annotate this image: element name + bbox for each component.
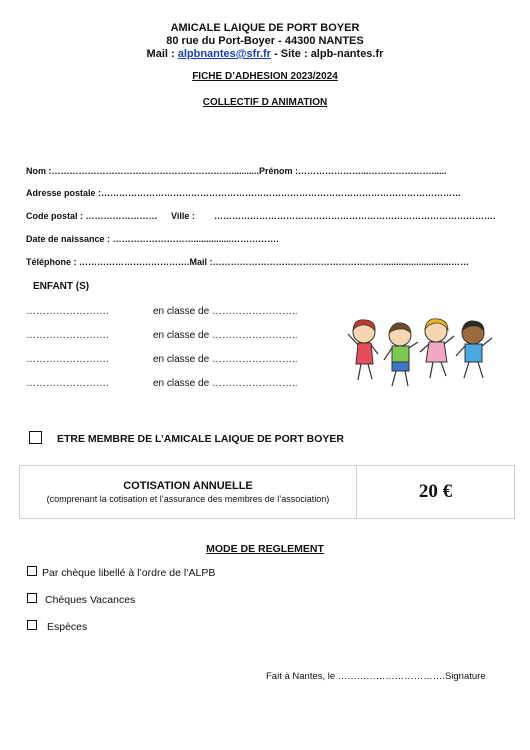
ville-field[interactable] bbox=[171, 211, 195, 221]
signature-line[interactable]: Fait à Nantes, le …………………………….Signature bbox=[266, 671, 486, 682]
collectif-title: COLLECTIF D ANIMATION bbox=[202, 97, 328, 108]
adresse-label: Adresse postale : bbox=[26, 188, 102, 198]
child-class-dots-4: …………………….. bbox=[211, 378, 298, 389]
tel-label: Téléphone : bbox=[26, 257, 77, 267]
cheques-vacances-label: Chèques Vacances bbox=[45, 594, 136, 606]
form-title: FICHE D’ADHESION 2023/2024 bbox=[192, 71, 338, 82]
prenom-label: Prénom : bbox=[259, 166, 299, 176]
child-class-label-4: en classe de bbox=[153, 378, 210, 389]
contact-line bbox=[0, 48, 530, 60]
kid-1-figure bbox=[348, 320, 378, 380]
ville-label: Ville : bbox=[171, 211, 195, 221]
cotisation-table bbox=[19, 465, 515, 519]
nom-field[interactable] bbox=[26, 166, 447, 176]
child-class-3[interactable] bbox=[153, 354, 298, 365]
children-illustration bbox=[342, 312, 500, 392]
cheque-label: Par chèque libellé à l’ordre de l’ALPB bbox=[42, 567, 216, 579]
mail-dots: …………………………………………………...........................…… bbox=[212, 257, 470, 267]
child-name-2[interactable]: ……………………. bbox=[26, 330, 109, 341]
naissance-dots: ………………………...............……………. bbox=[112, 234, 279, 244]
tel-dots: ………………………………. bbox=[79, 257, 190, 267]
site-text: - Site : alpb-nantes.fr bbox=[270, 48, 384, 60]
nom-label: Nom : bbox=[26, 166, 52, 176]
cheques-vacances-checkbox[interactable] bbox=[27, 593, 37, 603]
membership-checkbox[interactable] bbox=[29, 431, 42, 444]
ville-dots-wrap[interactable] bbox=[214, 211, 496, 221]
child-class-4[interactable] bbox=[153, 378, 298, 389]
cotisation-description-cell bbox=[20, 466, 357, 519]
mail-prefix: Mail : bbox=[146, 48, 178, 60]
kid-4-figure bbox=[456, 321, 492, 378]
child-class-label-2: en classe de bbox=[153, 330, 210, 341]
child-name-3[interactable]: ……………………. bbox=[26, 354, 109, 365]
kid-3-figure bbox=[420, 319, 454, 378]
child-class-dots-1: …………………….. bbox=[211, 306, 298, 317]
nom-dots: ……………………………………………………........... bbox=[51, 166, 260, 176]
child-name-4[interactable]: ……………………. bbox=[26, 378, 109, 389]
naissance-label: Date de naissance : bbox=[26, 234, 111, 244]
child-class-2[interactable] bbox=[153, 330, 298, 341]
mail-label: Mail : bbox=[189, 257, 213, 267]
cotisation-price-cell bbox=[357, 466, 515, 519]
kid-2-figure bbox=[384, 323, 418, 386]
especes-checkbox[interactable] bbox=[27, 620, 37, 630]
tel-field[interactable] bbox=[26, 257, 469, 267]
child-name-1[interactable]: ……………………. bbox=[26, 306, 109, 317]
cp-field[interactable] bbox=[26, 211, 158, 221]
reglement-title: MODE DE REGLEMENT bbox=[206, 543, 324, 555]
org-name: AMICALE LAIQUE DE PORT BOYER bbox=[170, 22, 360, 34]
child-class-dots-3: …………………….. bbox=[211, 354, 298, 365]
email-link[interactable]: alpbnantes@sfr.fr bbox=[177, 48, 271, 60]
naissance-field[interactable] bbox=[26, 234, 279, 244]
prenom-dots: …………………...…………………...... bbox=[298, 166, 447, 176]
membership-label: ETRE MEMBRE DE L’AMICALE LAIQUE DE PORT BOYER bbox=[57, 433, 345, 445]
child-class-1[interactable] bbox=[153, 306, 298, 317]
cotisation-title: COTISATION ANNUELLE bbox=[123, 480, 253, 492]
cheque-checkbox[interactable] bbox=[27, 566, 37, 576]
org-address: 80 rue du Port-Boyer - 44300 NANTES bbox=[166, 35, 364, 47]
especes-label: Espèces bbox=[47, 621, 88, 633]
adresse-field[interactable] bbox=[26, 188, 461, 198]
child-class-label-1: en classe de bbox=[153, 306, 210, 317]
ville-dots: …………………………………………………………………………………. bbox=[214, 211, 496, 221]
adresse-dots: ………………………………………………………………………………………………………… bbox=[101, 188, 462, 198]
enfants-label: ENFANT (S) bbox=[33, 281, 90, 292]
child-class-dots-2: …………………….. bbox=[211, 330, 298, 341]
cp-label: Code postal : bbox=[26, 211, 84, 221]
cotisation-price: 20 € bbox=[418, 481, 453, 502]
cp-dots: …………………… bbox=[85, 211, 158, 221]
child-class-label-3: en classe de bbox=[153, 354, 210, 365]
cotisation-subtitle: (comprenant la cotisation et l’assurance des membres de l’association) bbox=[46, 494, 330, 504]
